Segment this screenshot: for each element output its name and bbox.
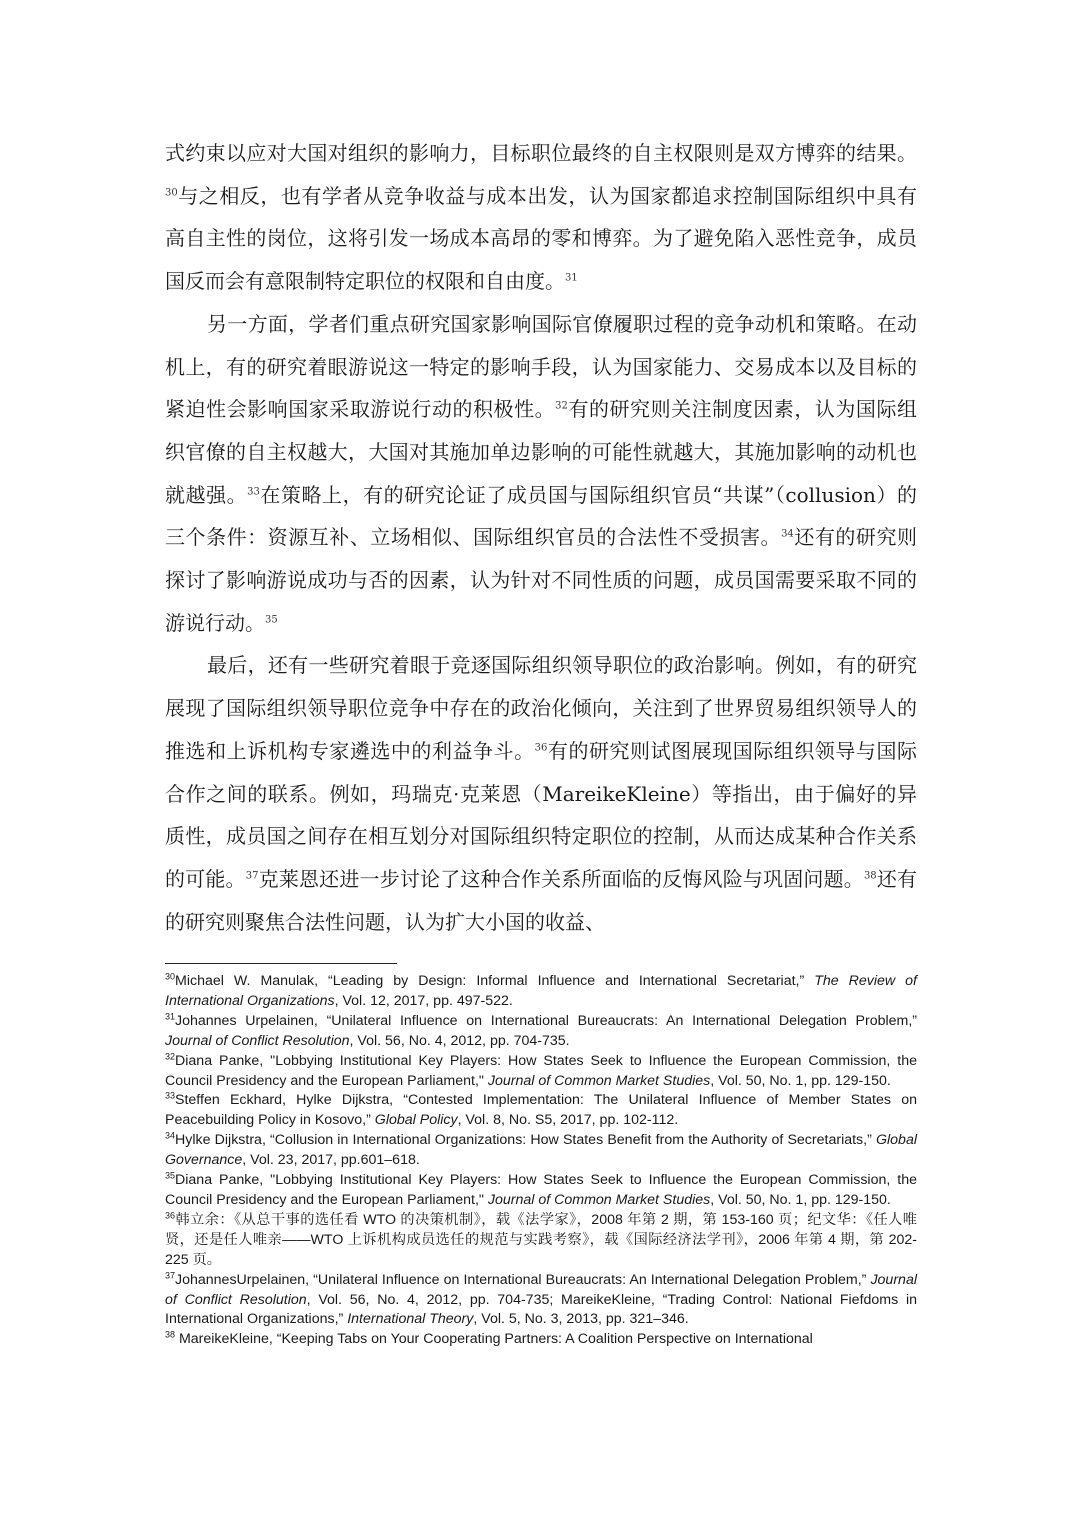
- paragraph-3: 最后，还有一些研究着眼于竞逐国际组织领导职位的政治影响。例如，有的研究展现了国际组织领导职位竞争中存在的政治化倾向，关注到了世界贸易组织领导人的推选和上诉机构专家遴选中的利益争斗。$^{36}$有的研究则试图展现国际组织领导与国际合作之间的联系。例如，玛瑞克·克莱恩（MareikeKleine）等指出，由于偏好的异质性，成员国之间存在相互划分对国际组织特定职位的控制，从而达成某种合作关系的可能。$^{37}$克莱恩还进一步讨论了这种合作关系所面临的反悔风险与巩固问题。$^{38}$还有的研究则聚焦合法性问题，认为扩大小国的收益、: [165, 653, 918, 934]
- footnote-ref-31[interactable]: 31: [565, 272, 578, 284]
- body-text: [165, 132, 917, 943]
- footnote-34: $^{34}$Hylke Dijkstra, “Collusion in International Organizations: How States Benefit from the Authority of Secretariats,” Global Governance, Vol. 23, 2017, pp.601–618.: [165, 1130, 917, 1169]
- footnote-ref-30[interactable]: 30: [165, 187, 178, 199]
- footnote-36: $^{36}$韩立余：《从总干事的选任看 WTO 的决策机制》，载《法学家》，2008 年第 2 期，第 153-160 页；纪文华：《任人唯贤，还是任人唯亲——WTO 上诉机构成员选任的规范与实践考察》，载《国际经济法学刊》，2006 年第 4 期，第 202-225 页。: [165, 1210, 917, 1268]
- footnote-ref-37[interactable]: 37: [245, 870, 259, 882]
- footnote-32: $^{32}$Diana Panke, "Lobbying Institutional Key Players: How States Seek to Influence the European Commission, the Council Presidency and the European Parliament," Journal of Common Market Studies, Vol. 50, No. 1, pp. 129-150.: [165, 1050, 917, 1089]
- footnote-divider: [165, 963, 397, 964]
- footnote-ref-34[interactable]: 34: [781, 528, 794, 540]
- footnote-ref-36[interactable]: 36: [534, 742, 548, 754]
- footnotes: [165, 972, 917, 1350]
- paragraph-2: 另一方面，学者们重点研究国家影响国际官僚履职过程的竞争动机和策略。在动机上，有的研究着眼游说这一特定的影响手段，认为国家能力、交易成本以及目标的紧迫性会影响国家采取游说行动的积极性。$^{32}$有的研究则关注制度因素，认为国际组织官僚的自主权越大，大国对其施加单边影响的可能性就越大，其施加影响的动机也就越强。$^{33}$在策略上，有的研究论证了成员国与国际组织官员“共谋”（collusion）的三个条件：资源互补、立场相似、国际组织官员的合法性不受损害。$^{34}$还有的研究则探讨了影响游说成功与否的因素，认为针对不同性质的问题，成员国需要采取不同的游说行动。$^{35}$: [165, 311, 918, 635]
- footnote-ref-32[interactable]: 32: [555, 400, 568, 412]
- footnote-37: $^{37}$JohannesUrpelainen, “Unilateral Influence on International Bureaucrats: An International Delegation Problem,” Journal of Conflict Resolution, Vol. 56, No. 4, 2012, pp. 704-735; MareikeKleine, “Trading Control: National Fiefdoms in International Organizations,” International Theory, Vol. 5, No. 3, 2013, pp. 321–346.: [165, 1269, 917, 1328]
- footnote-33: $^{33}$Steffen Eckhard, Hylke Dijkstra, “Contested Implementation: The Unilateral Influence of Member States on Peacebuilding Policy in Kosovo,” Global Policy, Vol. 8, No. S5, 2017, pp. 102-112.: [165, 1090, 917, 1129]
- footnote-ref-38[interactable]: 38: [863, 870, 877, 882]
- footnote-30: $^{30}$Michael W. Manulak, “Leading by Design: Informal Influence and International Secretariat,” The Review of International Organizations, Vol. 12, 2017, pp. 497-522.: [165, 971, 918, 1009]
- footnote-31: $^{31}$Johannes Urpelainen, “Unilateral Influence on International Bureaucrats: An International Delegation Problem,” Journal of Conflict Resolution, Vol. 56, No. 4, 2012, pp. 704-735.: [165, 1011, 917, 1049]
- footnote-38: $^{38}$ MareikeKleine, “Keeping Tabs on Your Cooperating Partners: A Coalition Perspective on International: [165, 1329, 813, 1348]
- footnote-ref-35[interactable]: 35: [265, 614, 278, 626]
- footnote-35: $^{35}$Diana Panke, "Lobbying Institutional Key Players: How States Seek to Influence the European Commission, the Council Presidency and the European Parliament," Journal of Common Market Studies, Vol. 50, No. 1, pp. 129-150.: [165, 1170, 917, 1208]
- paragraph-1: 式约束以应对大国对组织的影响力，目标职位最终的自主权限则是双方博弈的结果。$^{30}$与之相反，也有学者从竞争收益与成本出发，认为国家都追求控制国际组织中具有高自主性的岗位，这将引发一场成本高昂的零和博弈。为了避免陷入恶性竞争，成员国反而会有意限制特定职位的权限和自由度。$^{31}$: [165, 141, 917, 294]
- footnote-ref-33[interactable]: 33: [247, 485, 260, 497]
